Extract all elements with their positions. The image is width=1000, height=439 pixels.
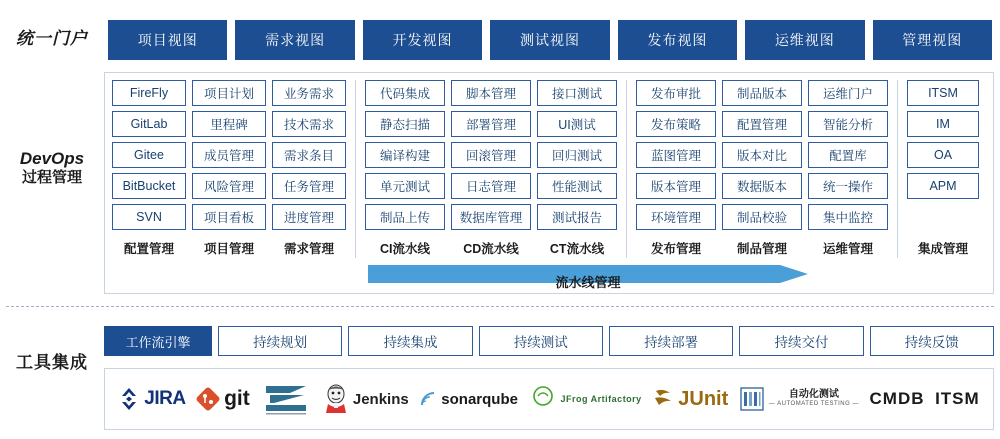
devops-cell[interactable]: 蓝图管理	[636, 142, 716, 168]
devops-cell[interactable]: 里程碑	[192, 111, 266, 137]
devops-cell[interactable]: 配置库	[808, 142, 888, 168]
devops-column-title: CI流水线	[379, 242, 430, 256]
workflow-item-feedback[interactable]: 持续反馈	[870, 326, 994, 356]
devops-cell[interactable]: 智能分析	[808, 111, 888, 137]
devops-cell[interactable]: UI测试	[537, 111, 617, 137]
devops-cell[interactable]: 回归测试	[537, 142, 617, 168]
devops-cell[interactable]: 版本对比	[722, 142, 802, 168]
devops-cell[interactable]: 统一操作	[808, 173, 888, 199]
workflow-bar	[104, 326, 994, 356]
devops-cell[interactable]: 接口测试	[537, 80, 617, 106]
devops-cell[interactable]: SVN	[112, 204, 186, 230]
tool-label: JIRA	[144, 388, 186, 409]
devops-column-release	[636, 80, 716, 258]
devops-column-integration	[907, 80, 979, 258]
devops-cell[interactable]: 日志管理	[451, 173, 531, 199]
jfrog-artifactory-icon	[529, 384, 557, 414]
devops-column-ct	[537, 80, 617, 258]
devops-cell[interactable]: BitBucket	[112, 173, 186, 199]
tool-sonarqube[interactable]	[419, 390, 518, 408]
devops-column-ops	[808, 80, 888, 258]
portal-tab-management[interactable]: 管理视图	[873, 20, 992, 60]
devops-cell[interactable]: APM	[907, 173, 979, 199]
row-label-portal: 统一门户	[16, 29, 88, 48]
devops-cell[interactable]: 业务需求	[272, 80, 346, 106]
devops-cell[interactable]: 静态扫描	[365, 111, 445, 137]
column-divider	[626, 80, 627, 258]
workflow-item-testing[interactable]: 持续测试	[479, 326, 603, 356]
row-label-devops-cn: 过程管理	[21, 169, 82, 187]
devops-column-group	[112, 80, 986, 258]
portal-tab-bar	[108, 20, 992, 60]
portal-tab-test[interactable]: 测试视图	[490, 20, 609, 60]
portal-tab-ops[interactable]: 运维视图	[745, 20, 864, 60]
tool-cmdb[interactable]	[870, 389, 925, 409]
devops-column-title: 配置管理	[123, 242, 174, 256]
tool-sublabel: — AUTOMATED TESTING —	[768, 401, 859, 408]
devops-cell[interactable]: 数据库管理	[451, 204, 531, 230]
devops-cell[interactable]: 制品校验	[722, 204, 802, 230]
jira-icon	[118, 387, 140, 411]
devops-column-project	[192, 80, 266, 258]
devops-cell[interactable]: FireFly	[112, 80, 186, 106]
git-icon	[196, 387, 220, 411]
tool-automation-test[interactable]	[739, 385, 859, 413]
portal-tab-release[interactable]: 发布视图	[618, 20, 737, 60]
tool-label: sonarqube	[441, 390, 518, 408]
tool-jfrog-artifactory[interactable]	[529, 384, 642, 414]
devops-cell-empty	[907, 204, 979, 230]
devops-column-title: 制品管理	[736, 242, 787, 256]
devops-cell[interactable]: 发布策略	[636, 111, 716, 137]
tool-git[interactable]	[196, 387, 250, 411]
devops-cell[interactable]: 代码集成	[365, 80, 445, 106]
devops-cell[interactable]: 技术需求	[272, 111, 346, 137]
workflow-item-integration[interactable]: 持续集成	[348, 326, 472, 356]
devops-cell[interactable]: 脚本管理	[451, 80, 531, 106]
devops-cell[interactable]: 制品版本	[722, 80, 802, 106]
devops-column-title: 需求管理	[283, 242, 334, 256]
workflow-engine-label: 工作流引擎	[104, 326, 212, 356]
devops-cell[interactable]: 制品上传	[365, 204, 445, 230]
row-label-tools: 工具集成	[16, 353, 88, 372]
tools-panel	[104, 368, 994, 430]
column-divider	[355, 80, 356, 258]
tool-label: git	[224, 387, 250, 410]
tool-label: JUnit	[678, 387, 729, 410]
tool-itsm[interactable]	[935, 389, 980, 409]
column-divider	[897, 80, 898, 258]
row-label-devops	[2, 148, 102, 188]
devops-cell[interactable]: 任务管理	[272, 173, 346, 199]
sonarqube-icon	[419, 390, 437, 408]
devops-cell[interactable]: 编译构建	[365, 142, 445, 168]
jenkins-icon	[323, 384, 349, 414]
portal-tab-requirement[interactable]: 需求视图	[235, 20, 354, 60]
row-label-devops-en: DevOps	[19, 149, 85, 168]
devops-cell[interactable]: IM	[907, 111, 979, 137]
devops-cell[interactable]: 项目计划	[192, 80, 266, 106]
devops-cell[interactable]: Gitee	[112, 142, 186, 168]
devops-cell[interactable]: OA	[907, 142, 979, 168]
tool-sonatype-nexus[interactable]	[260, 382, 312, 416]
devops-cell[interactable]: 集中监控	[808, 204, 888, 230]
devops-column-ci	[365, 80, 445, 258]
devops-cell[interactable]: ITSM	[907, 80, 979, 106]
devops-cell[interactable]: 成员管理	[192, 142, 266, 168]
junit-icon	[652, 387, 674, 411]
devops-column-config	[112, 80, 186, 258]
tool-jenkins[interactable]	[323, 384, 409, 414]
devops-cell[interactable]: 进度管理	[272, 204, 346, 230]
tool-junit[interactable]	[652, 387, 728, 411]
section-divider	[6, 306, 994, 307]
devops-cell[interactable]: 测试报告	[537, 204, 617, 230]
devops-cell[interactable]: 发布审批	[636, 80, 716, 106]
tool-label: CMDB	[869, 389, 925, 408]
devops-column-title: 项目管理	[203, 242, 254, 256]
devops-cell[interactable]: 单元测试	[365, 173, 445, 199]
workflow-item-delivery[interactable]: 持续交付	[739, 326, 863, 356]
devops-column-title: 集成管理	[917, 242, 968, 256]
devops-cell[interactable]: 部署管理	[451, 111, 531, 137]
devops-column-title: CD流水线	[463, 242, 519, 256]
devops-cell[interactable]: 配置管理	[722, 111, 802, 137]
devops-cell[interactable]: 运维门户	[808, 80, 888, 106]
workflow-item-planning[interactable]: 持续规划	[218, 326, 342, 356]
devops-column-cd	[451, 80, 531, 258]
devops-cell[interactable]: GitLab	[112, 111, 186, 137]
tool-label: 自动化测试 — AUTOMATED TESTING —	[768, 389, 859, 408]
sonatype-nexus-icon	[260, 382, 312, 416]
devops-column-title: 发布管理	[650, 242, 701, 256]
tool-label: ITSM	[935, 389, 980, 408]
automation-test-icon	[739, 385, 765, 413]
tool-label: JFrog Artifactory	[560, 394, 642, 404]
pipeline-label: 流水线管理	[555, 275, 621, 290]
devops-column-title: CT流水线	[549, 242, 605, 256]
devops-cell[interactable]: 回滚管理	[451, 142, 531, 168]
portal-tab-project[interactable]: 项目视图	[108, 20, 227, 60]
devops-cell[interactable]: 性能测试	[537, 173, 617, 199]
devops-cell[interactable]: 需求条目	[272, 142, 346, 168]
tool-label: Jenkins	[352, 390, 409, 408]
devops-column-artifact	[722, 80, 802, 258]
workflow-item-deployment[interactable]: 持续部署	[609, 326, 733, 356]
devops-column-title: 运维管理	[822, 242, 873, 256]
devops-cell[interactable]: 项目看板	[192, 204, 266, 230]
devops-column-requirement	[272, 80, 346, 258]
devops-cell[interactable]: 版本管理	[636, 173, 716, 199]
devops-cell[interactable]: 数据版本	[722, 173, 802, 199]
tool-jira[interactable]	[118, 387, 185, 411]
devops-cell[interactable]: 风险管理	[192, 173, 266, 199]
devops-cell[interactable]: 环境管理	[636, 204, 716, 230]
portal-tab-development[interactable]: 开发视图	[363, 20, 482, 60]
